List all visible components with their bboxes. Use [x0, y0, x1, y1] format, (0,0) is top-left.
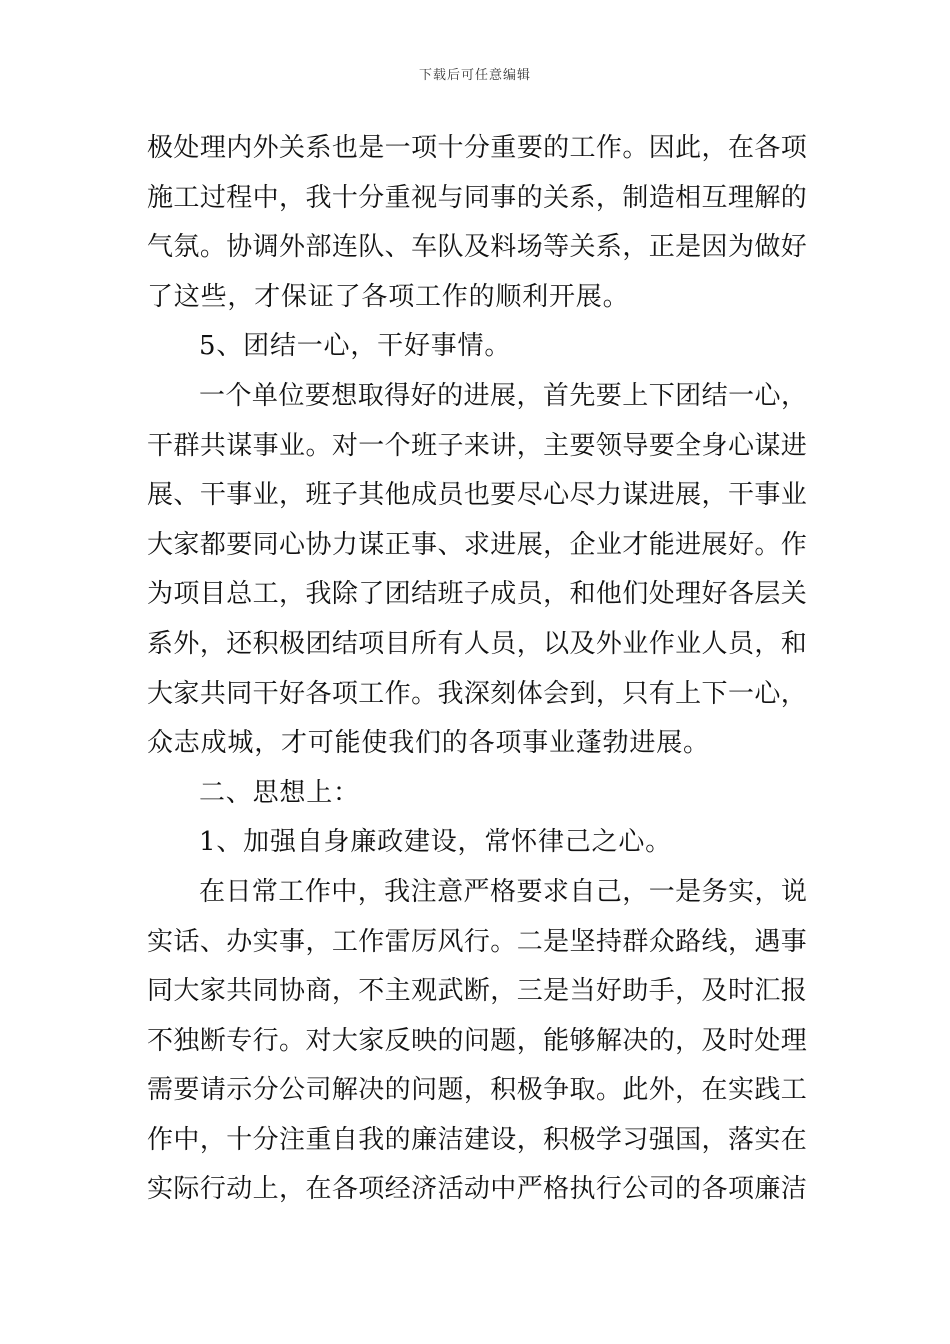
text-line: 极 处 理 内 外 关 系 也 是 一 项 十 分 重 要 的 工 作 。 因 此 ， 在 各 项: [147, 133, 807, 163]
text-line: 不 独 断 专 行 。 对 大 家 反 映 的 问 题 ， 能 够 解 决 的 ， 及 时 处 理: [147, 1025, 807, 1056]
text-line: 作 中 ， 十 分 注 重 自 我 的 廉 洁 建 设 ， 积 极 学 习 强 国 ， 落 实 在: [147, 1124, 807, 1155]
text-line: 大 家 共 同 干 好 各 项 工 作 。 我 深 刻 体 会 到 ， 只 有 上 下 一 心 ，: [147, 678, 807, 709]
text-line: 干 群 共 谋 事 业 。 对 一 个 班 子 来 讲 ， 主 要 领 导 要 全 身 心 谋 进: [147, 430, 807, 461]
text-line: 在 日 常 工 作 中 ， 我 注 意 严 格 要 求 自 己 ， 一 是 务 实 ， 说: [199, 876, 807, 907]
text-line: 一 个 单 位 要 想 取 得 好 的 进 展 ， 首 先 要 上 下 团 结 一 心 ，: [199, 380, 807, 411]
text-line: 展 、 干 事 业 ， 班 子 其 他 成 员 也 要 尽 心 尽 力 谋 进 展 ， 干 事 业: [147, 480, 807, 511]
text-line: 实 话 、 办 实 事 ， 工 作 雷 厉 风 行 。 二 是 坚 持 群 众 路 线 ， 遇 事: [147, 926, 807, 957]
text-line: 众志成城，才可能使我们的各项事业蓬勃进展。: [147, 728, 710, 759]
text-line: 大 家 都 要 同 心 协 力 谋 正 事 、 求 进 展 ， 企 业 才 能 进 展 好 。 作: [147, 529, 807, 560]
text-line: 气 氛 。 协 调 外 部 连 队 、 车 队 及 料 场 等 关 系 ， 正 是 因 为 做 好: [147, 232, 807, 263]
text-line: 了这些，才保证了各项工作的顺利开展。: [147, 281, 630, 312]
text-line: 系 外 ， 还 积 极 团 结 项 目 所 有 人 员 ， 以 及 外 业 作 业 人 员 ， 和: [147, 628, 807, 659]
page-header: 下载后可任意编辑: [418, 68, 531, 83]
text-line: 为 项 目 总 工 ， 我 除 了 团 结 班 子 成 员 ， 和 他 们 处 理 好 各 层 关: [147, 579, 807, 610]
text-line: 需 要 请 示 分 公 司 解 决 的 问 题 ， 积 极 争 取 。 此 外 ， 在 实 践 工: [147, 1075, 807, 1106]
document-body: [147, 124, 807, 1215]
text-line: 实 际 行 动 上 ， 在 各 项 经 济 活 动 中 严 格 执 行 公 司 的 各 项 廉 洁: [147, 1174, 807, 1205]
text-line: 同 大 家 共 同 协 商 ， 不 主 观 武 断 ， 三 是 当 好 助 手 ， 及 时 汇 报: [147, 976, 807, 1007]
text-line: 施 工 过 程 中 ， 我 十 分 重 视 与 同 事 的 关 系 ， 制 造 相 互 理 解 的: [147, 182, 807, 213]
text-line: 1、加强自身廉政建设，常怀律己之心。: [199, 827, 672, 858]
text-line: 5、团结一心，干好事情。: [199, 331, 512, 362]
text-line: 二、思想上：: [199, 777, 360, 808]
